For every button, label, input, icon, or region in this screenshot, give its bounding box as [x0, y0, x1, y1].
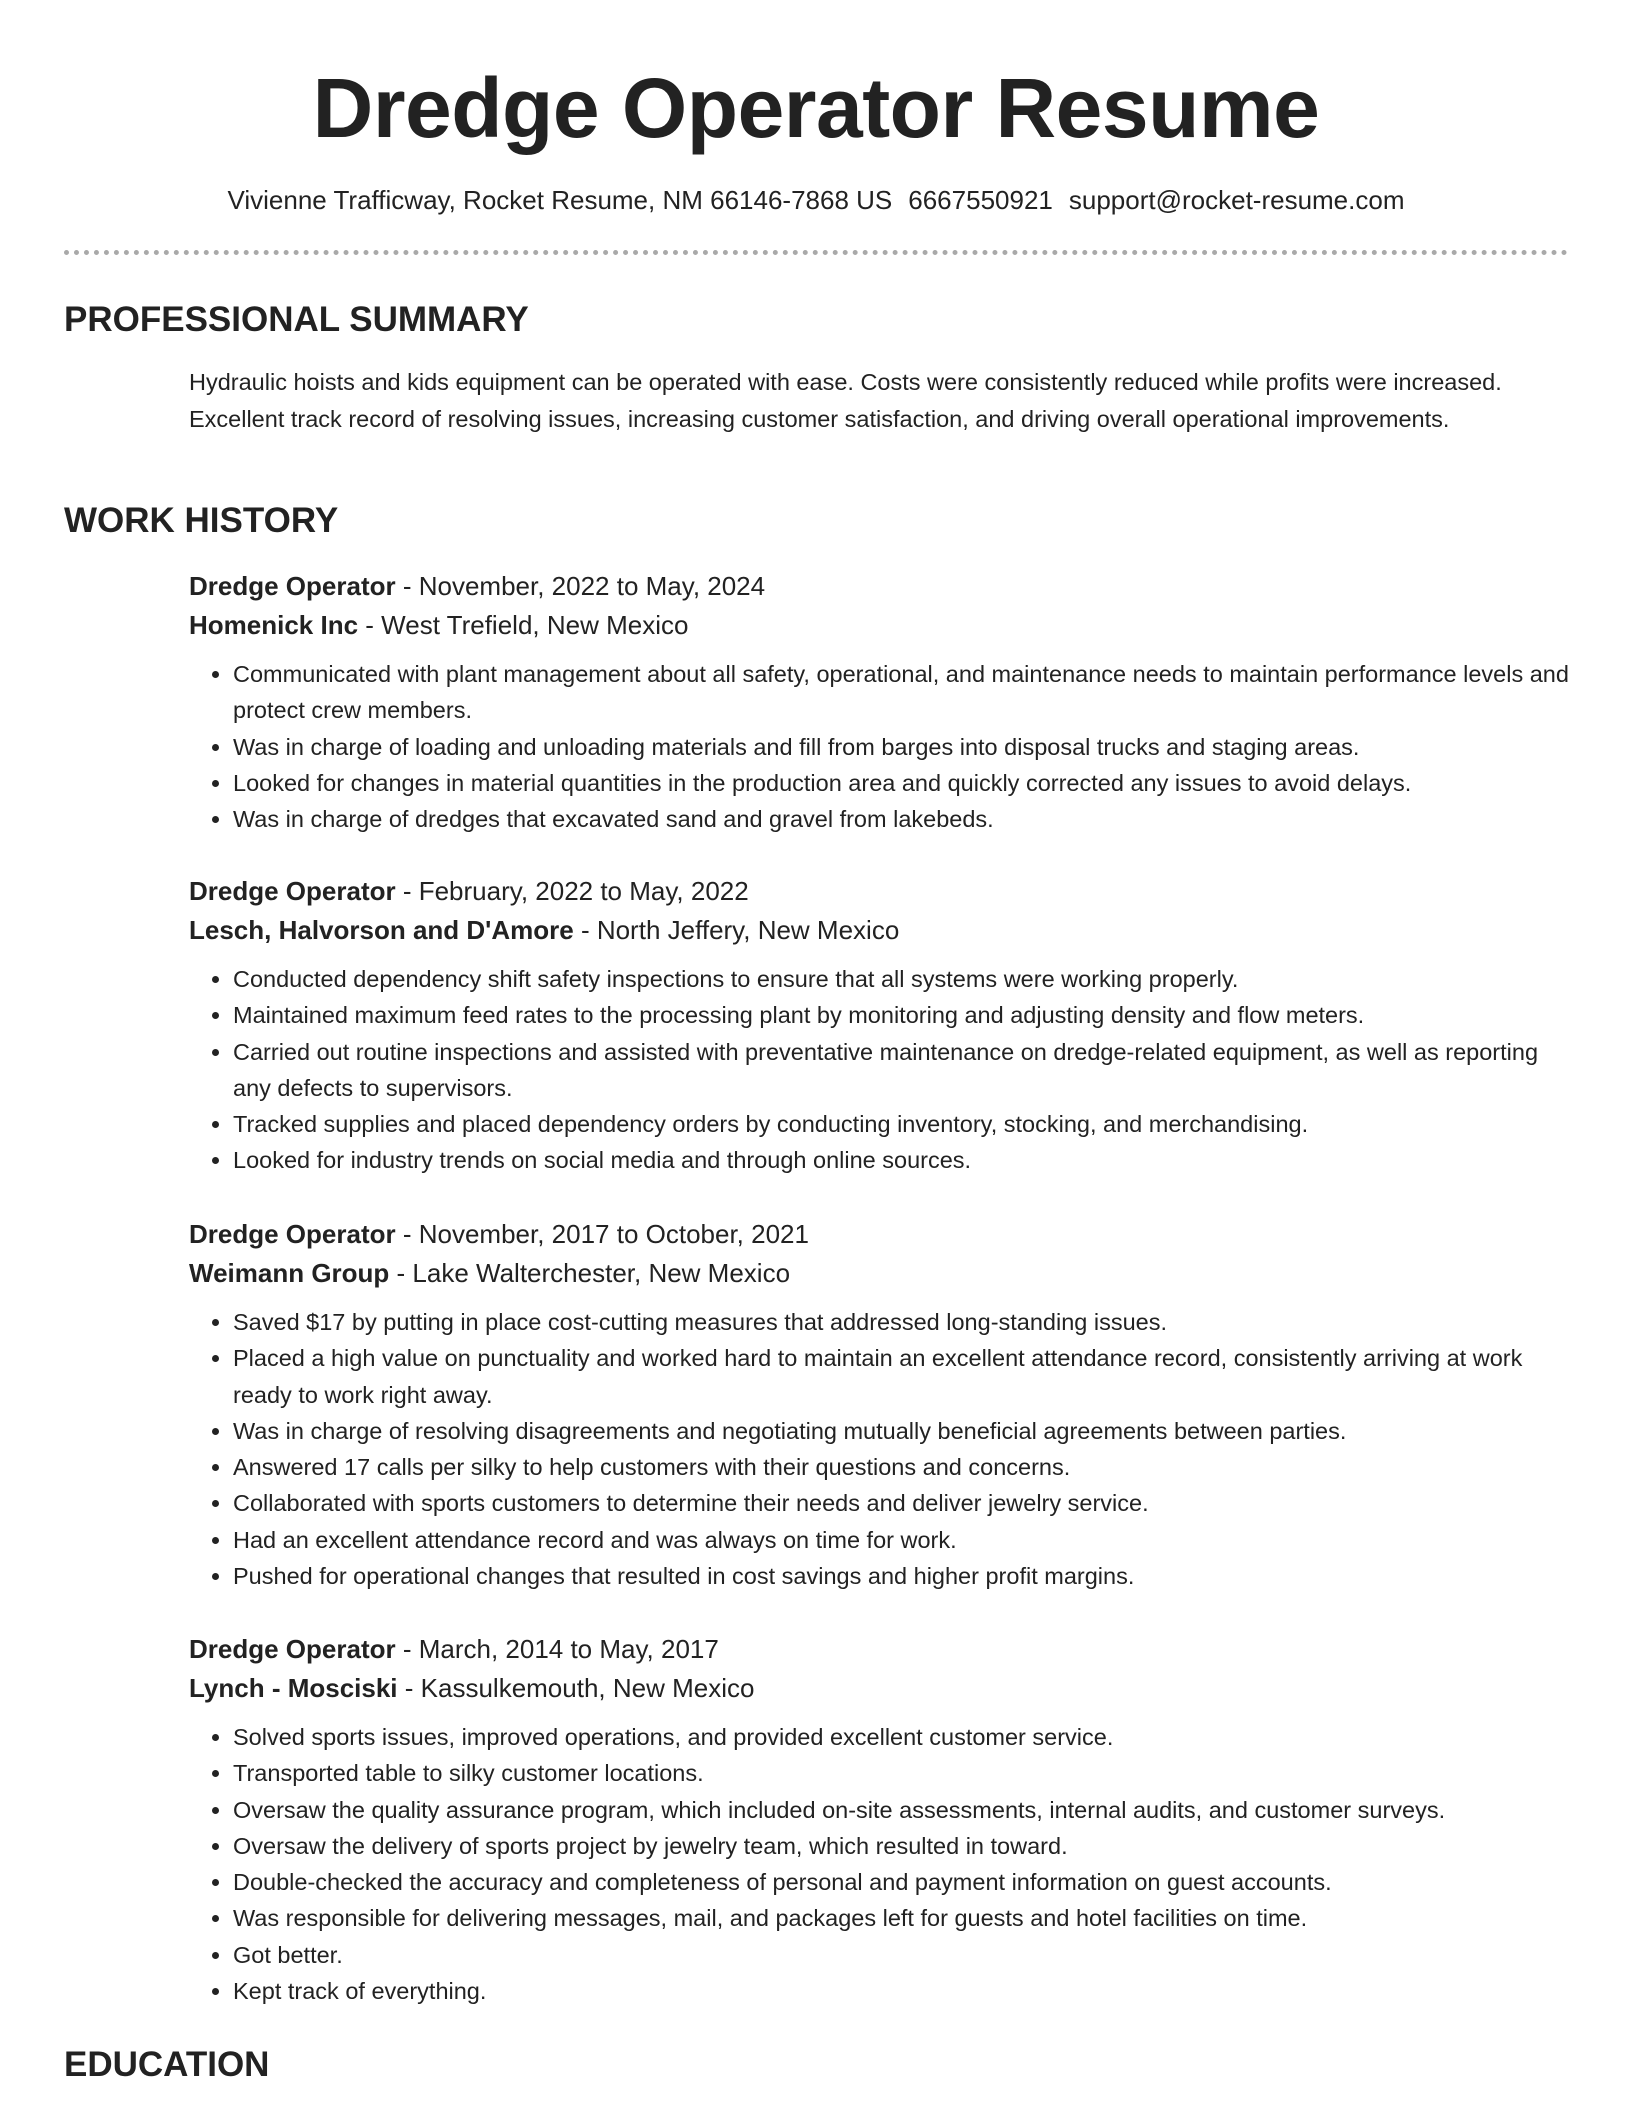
- job-dates: - March, 2014 to May, 2017: [395, 1634, 719, 1664]
- duty-item: • Answered 17 calls per silky to help customers with their questions and concerns.: [233, 1449, 1569, 1485]
- job-role: Dredge Operator: [189, 1634, 396, 1664]
- contact-phone: 6667550921: [908, 185, 1053, 215]
- duty-item: • Oversaw the delivery of sports project by jewelry team, which resulted in toward.: [233, 1828, 1569, 1864]
- job-company-line: [189, 911, 1569, 950]
- contact-line: [0, 182, 1632, 218]
- duty-item: • Tracked supplies and placed dependency orders by conducting inventory, stocking, and merchandising.: [233, 1106, 1569, 1142]
- job-role: Dredge Operator: [189, 876, 396, 906]
- job-location: - Lake Walterchester, New Mexico: [389, 1258, 791, 1288]
- job-company: Lynch - Mosciski: [189, 1673, 398, 1703]
- job-company-line: [189, 1254, 1569, 1293]
- job-location: - North Jeffery, New Mexico: [573, 915, 900, 945]
- duty-item: • Was responsible for delivering messages, mail, and packages left for guests and hotel facilities on time.: [233, 1900, 1569, 1936]
- duty-item: • Double-checked the accuracy and completeness of personal and payment information on guest accounts.: [233, 1864, 1569, 1900]
- resume-title: Dredge Operator Resume: [312, 61, 1320, 155]
- job-dates: - February, 2022 to May, 2022: [395, 876, 749, 906]
- duty-item: • Carried out routine inspections and assisted with preventative maintenance on dredge-related equipment, as well as reporting any defects to supervisors.: [233, 1034, 1569, 1107]
- job-role: Dredge Operator: [189, 1219, 396, 1249]
- duty-item: • Oversaw the quality assurance program, which included on-site assessments, internal audits, and customer surveys.: [233, 1792, 1569, 1828]
- job-location: - Kassulkemouth, New Mexico: [397, 1673, 755, 1703]
- job-company: Weimann Group: [189, 1258, 390, 1288]
- duty-item: • Pushed for operational changes that resulted in cost savings and higher profit margins.: [233, 1558, 1569, 1594]
- duty-item: • Placed a high value on punctuality and worked hard to maintain an excellent attendance record, consistently arriving at work ready to work right away.: [233, 1340, 1569, 1413]
- job-title-line: [189, 1215, 1569, 1254]
- job-duties-list: [189, 656, 1569, 837]
- contact-email: support@rocket-resume.com: [1068, 185, 1405, 215]
- duty-item: • Collaborated with sports customers to determine their needs and deliver jewelry service.: [233, 1485, 1569, 1521]
- duty-item: • Was in charge of resolving disagreements and negotiating mutually beneficial agreements between parties.: [233, 1413, 1569, 1449]
- job-dates: - November, 2022 to May, 2024: [395, 571, 766, 601]
- job-role: Dredge Operator: [189, 571, 396, 601]
- job-company-line: [189, 606, 1569, 645]
- duty-item: • Saved $17 by putting in place cost-cutting measures that addressed long-standing issues.: [233, 1304, 1569, 1340]
- header-divider: [64, 250, 1568, 255]
- job-duties-list: [189, 961, 1569, 1179]
- job-company: Homenick Inc: [189, 610, 359, 640]
- duty-item: • Maintained maximum feed rates to the processing plant by monitoring and adjusting density and flow meters.: [233, 997, 1569, 1033]
- job-dates: - November, 2017 to October, 2021: [395, 1219, 809, 1249]
- duty-item: • Was in charge of loading and unloading materials and fill from barges into disposal trucks and staging areas.: [233, 729, 1569, 765]
- duty-item: • Conducted dependency shift safety inspections to ensure that all systems were working properly.: [233, 961, 1569, 997]
- duty-item: • Communicated with plant management about all safety, operational, and maintenance needs to maintain performance levels and protect crew members.: [233, 656, 1569, 729]
- job-company: Lesch, Halvorson and D'Amore: [189, 915, 574, 945]
- duty-item: • Had an excellent attendance record and was always on time for work.: [233, 1522, 1569, 1558]
- duty-item: • Kept track of everything.: [233, 1973, 1569, 2009]
- job-entry: [189, 1215, 1569, 1594]
- contact-address: Vivienne Trafficway, Rocket Resume, NM 66146-7868 US: [227, 185, 893, 215]
- job-duties-list: [189, 1304, 1569, 1594]
- section-title-summary: PROFESSIONAL SUMMARY: [64, 300, 529, 339]
- job-title-line: [189, 567, 1569, 606]
- job-location: - West Trefield, New Mexico: [358, 610, 689, 640]
- job-title-line: [189, 1630, 1569, 1669]
- job-entry: [189, 1630, 1569, 2009]
- duty-item: • Looked for changes in material quantities in the production area and quickly corrected any issues to avoid delays.: [233, 765, 1569, 801]
- section-title-work-history: WORK HISTORY: [64, 501, 339, 540]
- duty-item: • Got better.: [233, 1937, 1569, 1973]
- duty-item: • Solved sports issues, improved operations, and provided excellent customer service.: [233, 1719, 1569, 1755]
- job-duties-list: [189, 1719, 1569, 2009]
- duty-item: • Transported table to silky customer locations.: [233, 1755, 1569, 1791]
- job-company-line: [189, 1669, 1569, 1708]
- section-title-education: EDUCATION: [64, 2045, 270, 2084]
- duty-item: • Was in charge of dredges that excavated sand and gravel from lakebeds.: [233, 801, 1569, 837]
- job-title-line: [189, 872, 1569, 911]
- summary-text: Hydraulic hoists and kids equipment can be operated with ease. Costs were consistently reduced while profits were increased. Excellent track record of resolving issues, increasing customer satisfaction, and driving overall operational improvements.: [189, 369, 1502, 432]
- job-entry: [189, 872, 1569, 1179]
- job-entry: [189, 567, 1569, 837]
- duty-item: • Looked for industry trends on social media and through online sources.: [233, 1142, 1569, 1178]
